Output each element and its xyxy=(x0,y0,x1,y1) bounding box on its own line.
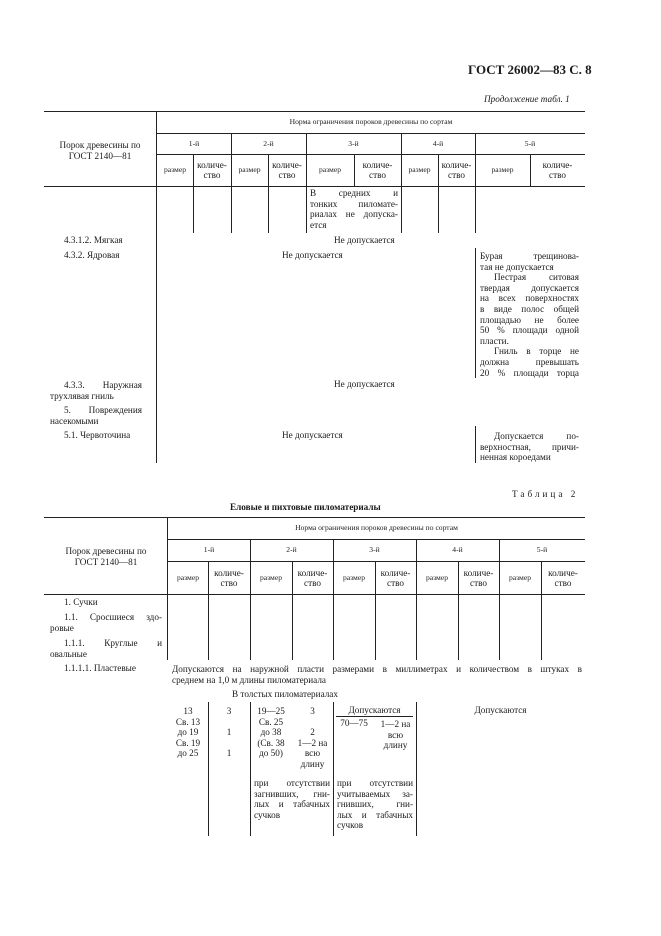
t2-g4-qty: количе- ство xyxy=(463,568,494,588)
t1-g2-size: размер xyxy=(238,165,261,174)
t2-row-intergrown: 1.1. Сросшиеся здо- ровые xyxy=(50,612,162,633)
t1-g4-qty: количе- ство xyxy=(441,160,472,180)
t1-row-core-label: 4.3.2. Ядровая xyxy=(64,250,120,260)
t1-g3-qty: количе- ство xyxy=(362,160,393,180)
t1-g1-size: размер xyxy=(163,165,187,174)
t2-g3-head: Допускаются xyxy=(348,705,401,715)
t2-col-defect-header: Порок древесины по ГОСТ 2140—81 xyxy=(65,546,147,567)
t1-row-worm-grade5: Допускается по- верхностная, причи- ненная короедами xyxy=(480,431,579,463)
t1-row-insect-label: 5. Повреждения насекомыми xyxy=(50,405,142,426)
t2-g3-qty-values: 1—2 на всю длину xyxy=(380,719,411,751)
t1-row-worm-label: 5.1. Червоточина xyxy=(64,430,131,440)
t2-row-face: 1.1.1.1. Пластевые xyxy=(64,663,136,673)
page-title: ГОСТ 26002—83 С. 8 xyxy=(468,62,592,77)
continuation-label: Продолжение табл. 1 xyxy=(484,94,570,104)
t1-row-outer-label: 4.3.3. Наружная трухлявая гниль xyxy=(50,380,142,401)
t2-g1-size: размер xyxy=(176,573,200,582)
t1-row-worm-value: Не допускается xyxy=(282,430,343,440)
t1-g2-qty: количе- ство xyxy=(272,160,302,180)
t1-grade-2: 2-й xyxy=(263,139,274,148)
t1-norm-header: Норма ограничения пороков древесины по сортам xyxy=(289,117,453,126)
t2-g4-size: размер xyxy=(425,573,449,582)
t1-row-outer-value: Не допускается xyxy=(334,379,395,389)
t1-g5-size: размер xyxy=(491,165,514,174)
t2-grade-3: 3-й xyxy=(369,545,380,554)
t2-allowed-text: Допускаются на наружной пласти размерами в миллиметрах и количеством в штуках в среднем на 1,0 м длины пиломатериала xyxy=(172,664,582,685)
t2-g45-value: Допускаются xyxy=(474,705,527,715)
t2-g1-qty: количе- ство xyxy=(214,568,244,588)
t1-g5-qty: количе- ство xyxy=(542,160,573,180)
t1-col-defect-header: Порок древесины по ГОСТ 2140—81 xyxy=(59,140,141,161)
t1-g4-size: размер xyxy=(408,165,431,174)
t2-grade-4: 4-й xyxy=(452,545,463,554)
t1-grade-1: 1-й xyxy=(188,139,200,148)
t2-grade-1: 1-й xyxy=(203,545,215,554)
t2-g3-size-value: 70—75 xyxy=(340,718,368,728)
t2-g2-size-values: 19—25 Св. 25 до 38 (Св. 38 до 50) xyxy=(257,706,285,759)
t1-row-soft-value: Не допускается xyxy=(334,235,395,245)
t2-g3-qty: количе- ство xyxy=(380,568,411,588)
t1-row-soft-label: 4.3.1.2. Мягкая xyxy=(64,235,123,245)
table2-title: Еловые и пихтовые пиломатериалы xyxy=(230,502,381,512)
t2-g2-qty: количе- ство xyxy=(297,568,328,588)
t2-g3-size: размер xyxy=(342,573,366,582)
t2-row-round: 1.1.1. Круглые и овальные xyxy=(50,638,162,659)
t1-top-note: В средних и тонких пиломате- риалах не допуска- ется xyxy=(310,188,398,230)
t2-g3-note: при отсутствии учитываемых за- гнивших, гни- лых и табачных сучков xyxy=(337,778,413,831)
table2-label: Таблица 2 xyxy=(512,489,579,499)
t1-g3-size: размер xyxy=(318,165,342,174)
t2-grade-2: 2-й xyxy=(286,545,297,554)
t2-g2-qty-values: 3 2 1—2 на всю длину xyxy=(297,706,328,769)
t1-grade-5: 5-й xyxy=(524,139,536,148)
t2-g5-qty: количе- ство xyxy=(548,568,578,588)
t1-grade-4: 4-й xyxy=(432,139,444,148)
t2-thick-label: В толстых пиломатериалах xyxy=(232,689,338,699)
t2-g2-note: при отсутствии загнивших, гни- лых и табачных сучков xyxy=(254,778,330,820)
t1-grade-3: 3-й xyxy=(348,139,359,148)
t1-row-core-value: Не допускается xyxy=(282,250,343,260)
t1-g1-qty: количе- ство xyxy=(197,160,227,180)
t2-g2-size: размер xyxy=(259,573,283,582)
t2-norm-header: Норма ограничения пороков древесины по сортам xyxy=(295,523,458,532)
t2-row-knots: 1. Сучки xyxy=(64,597,98,607)
t2-g1-qty-values: 3 1 1 xyxy=(226,706,232,759)
t2-g1-size-values: 13 Св. 13 до 19 Св. 19 до 25 xyxy=(175,706,201,759)
t2-grade-5: 5-й xyxy=(536,545,548,554)
t2-g5-size: размер xyxy=(508,573,532,582)
t1-row-core-grade5: Бурая трещинова- тая не допускается Пестрая ситовая твердая допускается на всех поверхностях в виде полос общей площадью не более 50 % площади одной пласти. Гниль в торце не должна превышать 20 % площади торца xyxy=(480,251,579,378)
